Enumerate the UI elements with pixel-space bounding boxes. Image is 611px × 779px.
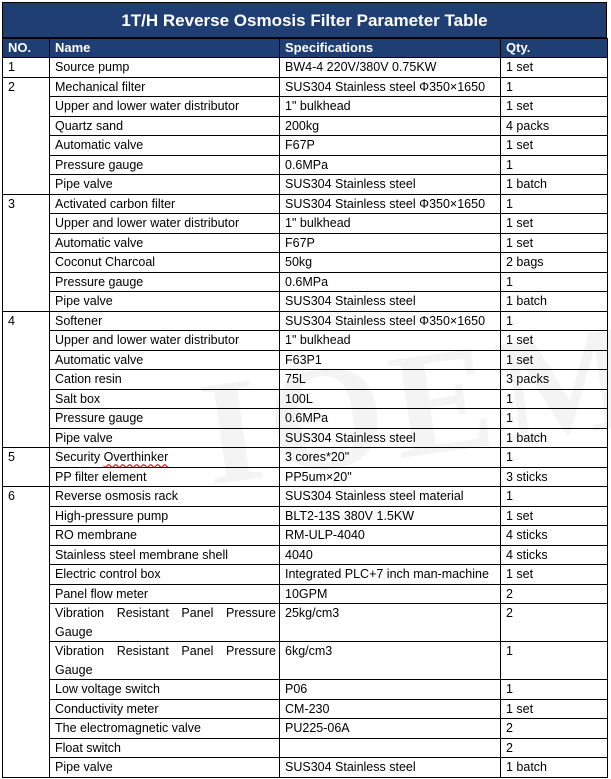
item-spec: SUS304 Stainless steel — [280, 175, 501, 195]
item-qty: 1 set — [501, 699, 608, 719]
table-row — [3, 58, 608, 78]
item-name: Cation resin — [50, 370, 280, 390]
item-name: Automatic valve — [50, 136, 280, 156]
group-number: 4 — [3, 311, 50, 448]
item-name: Reverse osmosis rack — [50, 487, 280, 507]
item-qty: 1 set — [501, 58, 608, 78]
item-name: Stainless steel membrane shell — [50, 545, 280, 565]
item-qty: 1 — [501, 389, 608, 409]
item-spec: F63P1 — [280, 350, 501, 370]
item-qty: 4 sticks — [501, 526, 608, 546]
item-spec: 6kg/cm3 — [280, 642, 501, 680]
item-name-part: Security — [55, 450, 104, 464]
table-row — [3, 272, 608, 292]
item-spec: SUS304 Stainless steel — [280, 292, 501, 312]
parameter-table-container — [2, 2, 607, 778]
item-name: Conductivity meter — [50, 699, 280, 719]
item-qty: 4 sticks — [501, 545, 608, 565]
item-spec: SUS304 Stainless steel — [280, 758, 501, 778]
item-name: Mechanical filter — [50, 77, 280, 97]
item-qty: 3 sticks — [501, 467, 608, 487]
item-spec: 25kg/cm3 — [280, 604, 501, 642]
item-name: Pressure gauge — [50, 272, 280, 292]
item-spec: 0.6MPa — [280, 155, 501, 175]
table-row — [3, 699, 608, 719]
item-qty: 1 — [501, 409, 608, 429]
parameter-table — [2, 38, 608, 778]
item-name: Pipe valve — [50, 175, 280, 195]
item-spec: 75L — [280, 370, 501, 390]
spellcheck-word: Overthinker — [103, 450, 169, 464]
header-row — [3, 39, 608, 58]
item-name: Activated carbon filter — [50, 194, 280, 214]
table-row — [3, 738, 608, 758]
item-name: Pipe valve — [50, 428, 280, 448]
table-row — [3, 331, 608, 351]
table-row — [3, 467, 608, 487]
item-qty: 1 set — [501, 214, 608, 234]
item-qty: 1 set — [501, 565, 608, 585]
item-spec: RM-ULP-4040 — [280, 526, 501, 546]
item-name: Vibration Resistant Panel Pressure Gauge — [50, 604, 280, 642]
item-qty: 1 set — [501, 331, 608, 351]
table-row — [3, 545, 608, 565]
item-name: Low voltage switch — [50, 680, 280, 700]
item-qty: 1 set — [501, 136, 608, 156]
item-qty: 1 — [501, 194, 608, 214]
header-name: Name — [50, 39, 280, 58]
item-name: High-pressure pump — [50, 506, 280, 526]
item-name: Coconut Charcoal — [50, 253, 280, 273]
item-spec: SUS304 Stainless steel material — [280, 487, 501, 507]
item-spec: Integrated PLC+7 inch man-machine — [280, 565, 501, 585]
table-row — [3, 136, 608, 156]
table-row — [3, 97, 608, 117]
item-name: Quartz sand — [50, 116, 280, 136]
item-qty: 1 — [501, 487, 608, 507]
table-row — [3, 389, 608, 409]
item-spec: 10GPM — [280, 584, 501, 604]
item-qty: 1 — [501, 77, 608, 97]
item-name: Salt box — [50, 389, 280, 409]
item-qty: 1 — [501, 680, 608, 700]
item-spec: SUS304 Stainless steel — [280, 428, 501, 448]
item-name: Vibration Resistant Panel Pressure Gauge — [50, 642, 280, 680]
item-name: Automatic valve — [50, 233, 280, 253]
group-number: 6 — [3, 487, 50, 778]
item-name: Upper and lower water distributor — [50, 214, 280, 234]
item-spec: 0.6MPa — [280, 272, 501, 292]
item-name: Softener — [50, 311, 280, 331]
item-spec: 1" bulkhead — [280, 331, 501, 351]
table-row — [3, 428, 608, 448]
item-qty: 1 set — [501, 506, 608, 526]
item-spec: P06 — [280, 680, 501, 700]
table-title: 1T/H Reverse Osmosis Filter Parameter Table — [2, 2, 607, 38]
table-row — [3, 292, 608, 312]
item-spec: F67P — [280, 233, 501, 253]
item-name: Pressure gauge — [50, 409, 280, 429]
item-name: The electromagnetic valve — [50, 719, 280, 739]
item-spec: F67P — [280, 136, 501, 156]
item-spec: SUS304 Stainless steel Φ350×1650 — [280, 77, 501, 97]
table-row — [3, 233, 608, 253]
item-qty: 1 set — [501, 233, 608, 253]
item-qty: 1 batch — [501, 428, 608, 448]
table-row — [3, 370, 608, 390]
table-row — [3, 526, 608, 546]
item-qty: 1 batch — [501, 175, 608, 195]
item-spec: 3 cores*20" — [280, 448, 501, 468]
table-row — [3, 487, 608, 507]
header-no: NO. — [3, 39, 50, 58]
item-spec: PU225-06A — [280, 719, 501, 739]
table-row — [3, 175, 608, 195]
table-row — [3, 116, 608, 136]
item-name: Pipe valve — [50, 292, 280, 312]
item-qty: 2 — [501, 584, 608, 604]
item-spec: CM-230 — [280, 699, 501, 719]
item-qty: 2 — [501, 604, 608, 642]
item-spec: SUS304 Stainless steel Φ350×1650 — [280, 311, 501, 331]
table-row — [3, 77, 608, 97]
item-spec: 0.6MPa — [280, 409, 501, 429]
item-name: Source pump — [50, 58, 280, 78]
item-name — [50, 448, 280, 468]
table-row — [3, 409, 608, 429]
table-row — [3, 565, 608, 585]
item-qty: 1 set — [501, 350, 608, 370]
table-row — [3, 311, 608, 331]
table-row — [3, 642, 608, 680]
item-qty: 4 packs — [501, 116, 608, 136]
item-spec: BLT2-13S 380V 1.5KW — [280, 506, 501, 526]
item-spec: 50kg — [280, 253, 501, 273]
item-spec: 4040 — [280, 545, 501, 565]
item-name: Float switch — [50, 738, 280, 758]
item-spec: 1" bulkhead — [280, 97, 501, 117]
item-name: Upper and lower water distributor — [50, 97, 280, 117]
header-spec: Specifications — [280, 39, 501, 58]
item-name: Pressure gauge — [50, 155, 280, 175]
item-name: Electric control box — [50, 565, 280, 585]
table-row — [3, 194, 608, 214]
table-row — [3, 448, 608, 468]
table-row — [3, 253, 608, 273]
item-name: RO membrane — [50, 526, 280, 546]
item-qty: 2 bags — [501, 253, 608, 273]
item-qty: 3 packs — [501, 370, 608, 390]
item-name: Pipe valve — [50, 758, 280, 778]
item-name: Panel flow meter — [50, 584, 280, 604]
table-row — [3, 350, 608, 370]
item-qty: 2 — [501, 719, 608, 739]
table-body — [3, 58, 608, 778]
header-qty: Qty. — [501, 39, 608, 58]
table-row — [3, 758, 608, 778]
item-spec: 1" bulkhead — [280, 214, 501, 234]
item-qty: 1 — [501, 155, 608, 175]
table-row — [3, 155, 608, 175]
table-row — [3, 214, 608, 234]
item-name: PP filter element — [50, 467, 280, 487]
item-spec: SUS304 Stainless steel Φ350×1650 — [280, 194, 501, 214]
item-spec: PP5um×20" — [280, 467, 501, 487]
item-qty: 2 — [501, 738, 608, 758]
item-spec — [280, 738, 501, 758]
item-qty: 1 set — [501, 97, 608, 117]
item-name: Upper and lower water distributor — [50, 331, 280, 351]
item-spec: 200kg — [280, 116, 501, 136]
item-qty: 1 — [501, 642, 608, 680]
table-row — [3, 604, 608, 642]
group-number: 2 — [3, 77, 50, 194]
group-number: 1 — [3, 58, 50, 78]
item-name: Automatic valve — [50, 350, 280, 370]
item-qty: 1 — [501, 272, 608, 292]
item-spec: 100L — [280, 389, 501, 409]
item-qty: 1 batch — [501, 758, 608, 778]
table-row — [3, 584, 608, 604]
table-row — [3, 680, 608, 700]
group-number: 3 — [3, 194, 50, 311]
table-row — [3, 719, 608, 739]
table-row — [3, 506, 608, 526]
item-spec: BW4-4 220V/380V 0.75KW — [280, 58, 501, 78]
group-number: 5 — [3, 448, 50, 487]
item-qty: 1 — [501, 448, 608, 468]
item-qty: 1 batch — [501, 292, 608, 312]
item-qty: 1 — [501, 311, 608, 331]
